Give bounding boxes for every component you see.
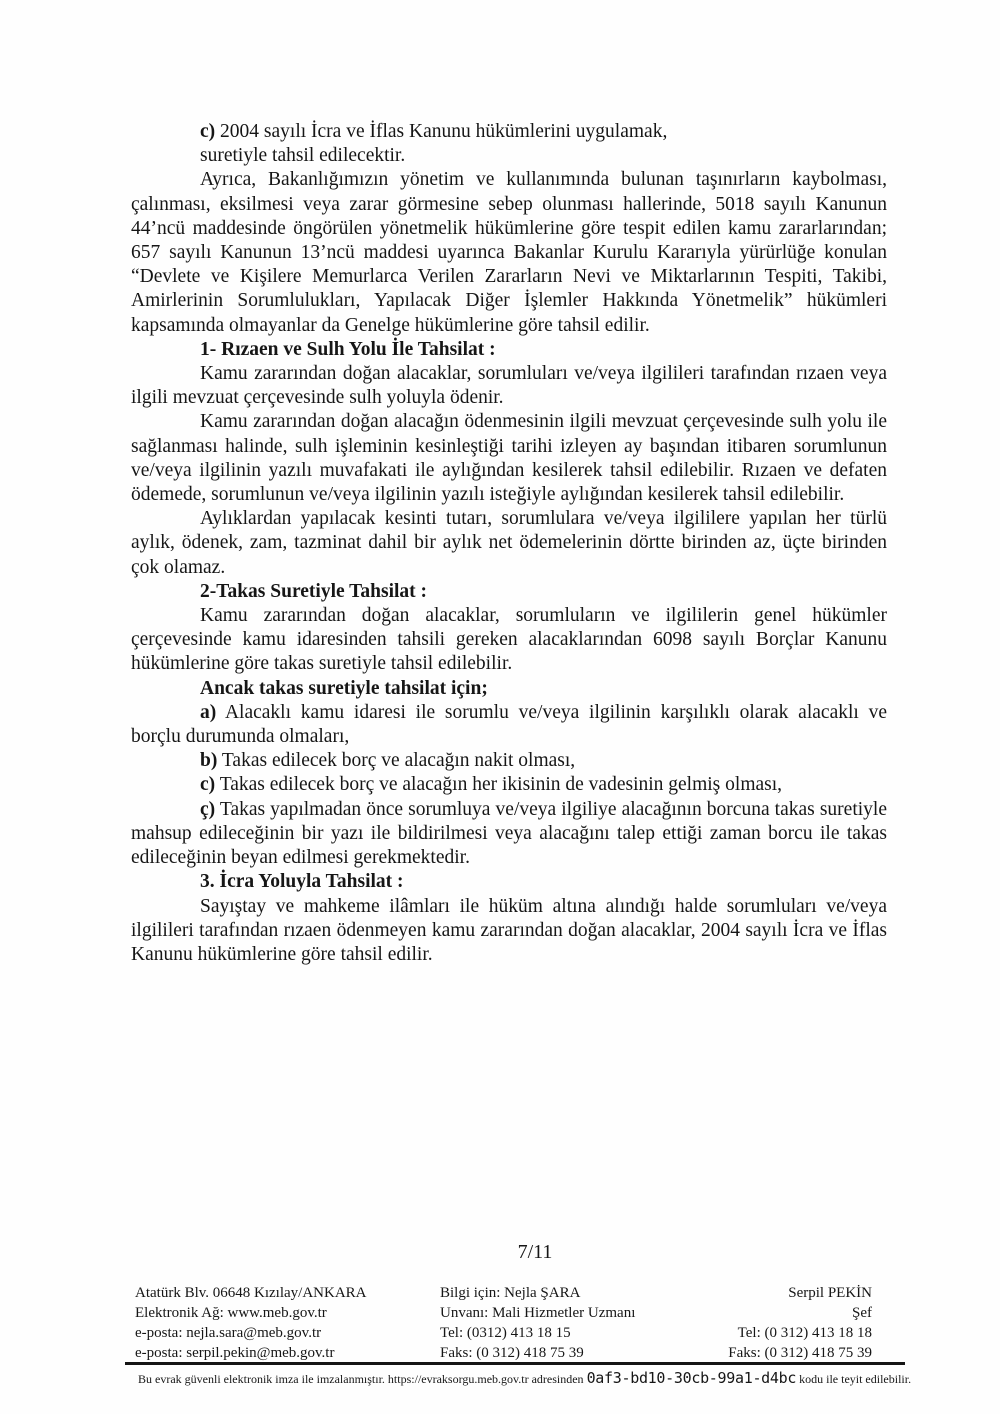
list-item-cc: [131, 798, 887, 871]
footer-divider-rule: [125, 1362, 905, 1365]
footer-contact-title: Unvanı: Mali Hizmetler Uzmanı: [440, 1305, 636, 1321]
section2-heading: 2-Takas Suretiyle Tahsilat :: [200, 580, 428, 602]
section2-paragraph-1: Kamu zararından doğan alacaklar, sorumluların ve ilgililerin genel hükümler çerçevesinde kamu idaresinden tahsili gereken alacaklarından 6098 sayılı Borçlar Kanunu hükümlerine göre takas suretiyle tahsil edilebilir.: [131, 605, 887, 675]
footer-signer-tel: Tel: (0 312) 413 18 18: [737, 1325, 872, 1341]
list-item-b-marker: b): [200, 750, 218, 772]
footer-email-line-2: e-posta: serpil.pekin@meb.gov.tr: [135, 1345, 335, 1361]
footer-signer-block: [572, 1283, 872, 1363]
footer-email-line-1: e-posta: nejla.sara@meb.gov.tr: [135, 1325, 322, 1341]
verification-line: [138, 1369, 938, 1388]
footer-contact-tel: Tel: (0312) 413 18 15: [440, 1325, 571, 1341]
verification-suffix: kodu ile teyit edilebilir.: [799, 1372, 912, 1386]
paragraph-ayrica: Ayrıca, Bakanlığımızın yönetim ve kullanımında bulunan taşınırların kaybolması, çalınması, eksilmesi veya zarar görmesine sebep olunması hallerinde, 5018 sayılı Kanunun 44’ncü maddesinde öngörülen yönetmelik hükümlerine göre tespit edilen kamu zararlarından; 657 sayılı Kanunun 13’ncü maddesi uyarınca Bakanlar Kurulu Kararıyla yürürlüğe konulan “Devlete ve Kişilere Memurlarca Verilen Zararların Nevi ve Miktarlarının Tespiti, Takibi, Amirlerinin Sorumlulukları, Yapılacak Diğer İşlemler Hakkında Yönetmelik” hükümleri kapsamında olmayanlar da Genelge hükümlerine göre tahsil edilir.: [131, 169, 887, 336]
section3-heading: 3. İcra Yoluyla Tahsilat :: [200, 871, 404, 893]
clause-c-line2: suretiyle tahsil edilecektir.: [200, 145, 406, 167]
section3-paragraph-1: Sayıştay ve mahkeme ilâmları ile hüküm altına alındığı halde sorumluları ve/veya ilgilileri tarafından rızaen ödenmeyen kamu zararından doğan alacaklar, 2004 sayılı İcra ve İflas Kanunu hükümlerine göre tahsil edilir.: [131, 895, 887, 965]
footer-web-line: Elektronik Ağ: www.meb.gov.tr: [135, 1305, 327, 1321]
clause-c-marker: c): [200, 121, 216, 142]
footer-contact-name: Bilgi için: Nejla ŞARA: [440, 1285, 581, 1301]
section2-subheading: Ancak takas suretiyle tahsilat için;: [200, 677, 488, 699]
footer-signer-name: Serpil PEKİN: [788, 1285, 872, 1301]
list-item-c-marker: c): [200, 774, 216, 796]
list-item-b: [131, 749, 887, 773]
verification-code: 0af3-bd10-30cb-99a1-d4bc: [586, 1369, 797, 1387]
list-item-a-marker: a): [200, 701, 217, 723]
verification-prefix: Bu evrak güvenli elektronik imza ile imzalanmıştır. https://evraksorgu.meb.gov.tr adresinden: [138, 1372, 584, 1386]
section1-heading: 1- Rızaen ve Sulh Yolu İle Tahsilat :: [200, 338, 496, 360]
footer-address-block: [135, 1283, 367, 1363]
list-item-c: [131, 773, 887, 797]
footer-contact-fax: Faks: (0 312) 418 75 39: [440, 1345, 584, 1361]
footer-signer-title: Şef: [852, 1305, 872, 1321]
list-item-a-text: Alacaklı kamu idaresi ile sorumlu ve/veya ilgilinin karşılıklı olarak alacaklı ve borçlu durumunda olmaları,: [131, 701, 887, 748]
section1-paragraph-3: Aylıklardan yapılacak kesinti tutarı, sorumlulara ve/veya ilgililere yapılan her türlü aylık, ödenek, zam, tazminat dahil bir aylık net ödemelerinin dörtte birinden az, üçte birinden çok olamaz.: [131, 508, 887, 578]
page-number: 7/11: [517, 1241, 553, 1263]
footer-signer-fax: Faks: (0 312) 418 75 39: [728, 1345, 872, 1361]
list-item-cc-text: Takas yapılmadan önce sorumluya ve/veya ilgiliye alacağının borcuna takas suretiyle mahsup edileceğinin bir yazı ile bildirilmesi veya alacağını talep ettiği zaman borcu ile takas edileceğinin beyan edilmesi gerekmektedir.: [131, 798, 887, 869]
list-item-cc-marker: ç): [200, 798, 216, 820]
list-item-a: [131, 701, 887, 749]
document-body: [131, 0, 887, 967]
section1-paragraph-1: Kamu zararından doğan alacaklar, sorumluları ve/veya ilgilileri tarafından rızaen veya ilgili mevzuat çerçevesinde sulh yoluyla ödenir.: [131, 363, 887, 409]
clause-c-text: 2004 sayılı İcra ve İflas Kanunu hükümlerini uygulamak,: [220, 121, 668, 142]
list-item-c-text: Takas edilecek borç ve alacağın her ikisinin de vadesinin gelmiş olması,: [219, 774, 783, 796]
footer-address-line: Atatürk Blv. 06648 Kızılay/ANKARA: [135, 1285, 367, 1301]
clause-c-line1: [131, 120, 887, 144]
section1-paragraph-2: Kamu zararından doğan alacağın ödenmesinin ilgili mevzuat çerçevesinde sulh yolu ile sağlanması halinde, sulh işleminin kesinleştiği tarihi izleyen ay başından itibaren sorumlunun ve/veya ilgilinin yazılı muvafakati ile aylığından kesilerek tahsil edilebilir. Rızaen ve defaten ödemede, sorumlunun ve/veya ilgilinin yazılı isteğiyle aylığından kesilerek tahsil edilebilir.: [131, 411, 887, 506]
list-item-b-text: Takas edilecek borç ve alacağın nakit olması,: [221, 750, 576, 772]
